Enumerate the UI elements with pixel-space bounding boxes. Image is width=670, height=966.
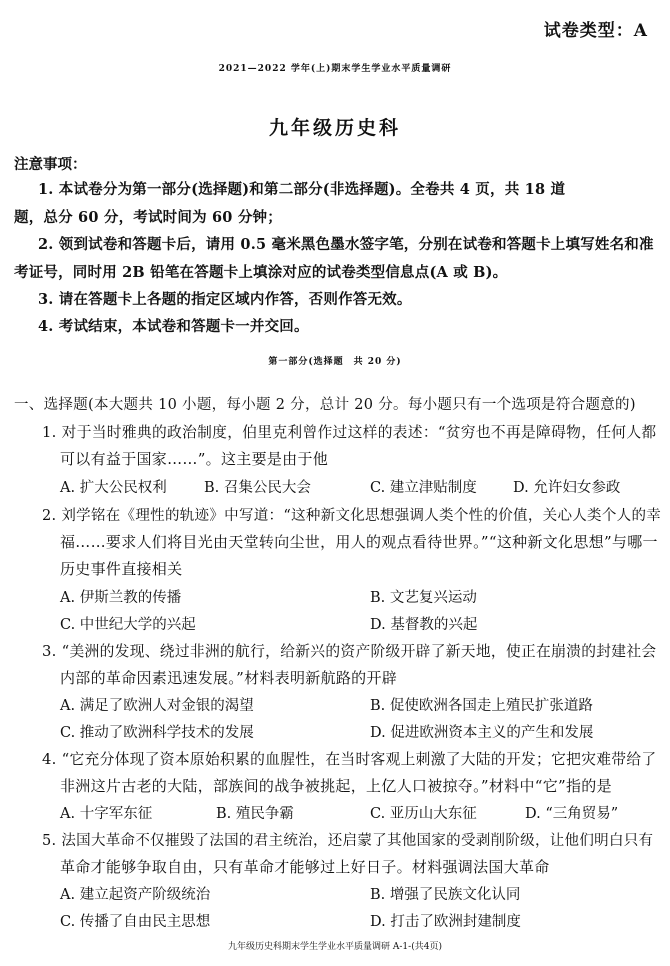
notice-heading: 注意事项： [14,156,87,173]
question-2-stem: 2. 刘学铭在《理性的轨迹》中写道：“这种新文化思想强调人类个性的价值，关心人类个人的幸 [42,508,662,524]
question-3-option-c: C. 推动了欧洲科学技术的发展 [60,725,254,741]
question-5-option-b: B. 增强了民族文化认同 [370,887,521,903]
question-4-option-b: B. 殖民争霸 [216,806,294,822]
question-4-stem: 非洲这片古老的大陆，部族间的战争被挑起，上亿人口被掠夺。”材料中“它”指的是 [60,777,612,795]
page-footer: 九年级历史科期末学生学业水平质量调研 A-1-(共4页) [228,942,442,952]
paper-type-label: 试卷类型：A [543,21,648,41]
question-2-stem: 福……要求人们将目光由天堂转向尘世，用人的观点看待世界。”“这种新文化思想”与哪一 [60,533,658,551]
notice-line: 4. 考试结束，本试卷和答题卡一并交回。 [38,318,309,335]
question-2-stem: 历史事件直接相关 [60,560,183,578]
question-3-option-a: A. 满足了欧洲人对金银的渴望 [60,698,254,714]
question-3-stem: 3. “美洲的发现、绕过非洲的航行，给新兴的资产阶级开辟了新天地，使正在崩溃的封建社会 [42,643,657,660]
question-4-option-a: A. 十字军东征 [60,806,153,822]
question-1-option-d: D. 允许妇女参政 [513,480,621,496]
notice-line: 2. 领到试卷和答题卡后，请用 0.5 毫米黑色墨水签字笔，分别在试卷和答题卡上填写姓名和准 [38,236,654,253]
question-5-option-d: D. 打击了欧洲封建制度 [370,914,521,930]
notice-line: 1. 本试卷分为第一部分(选择题)和第二部分(非选择题)。全卷共 4 页，共 18 道 [38,181,566,198]
question-5-option-a: A. 建立起资产阶级统治 [60,887,211,903]
section-instruction: 一、选择题(本大题共 10 小题，每小题 2 分，总计 20 分。每小题只有一个选项是符合题意的) [14,397,636,413]
question-1-option-b: B. 召集公民大会 [204,480,311,496]
question-5-stem: 革命才能够争取自由，只有革命才能够过上好日子。材料强调法国大革命 [60,858,550,876]
subject-title: 九年级历史科 [268,117,401,139]
section-title: 第一部分(选择题 共 20 分) [268,357,402,367]
question-1-option-a: A. 扩大公民权利 [60,480,167,496]
notice-line: 3. 请在答题卡上各题的指定区域内作答，否则作答无效。 [38,291,412,308]
question-5-option-c: C. 传播了自由民主思想 [60,914,211,930]
notice-line: 题，总分 60 分，考试时间为 60 分钟； [14,209,282,226]
question-2-option-c: C. 中世纪大学的兴起 [60,617,196,633]
question-3-option-b: B. 促使欧洲各国走上殖民扩张道路 [370,698,593,714]
question-1-stem: 1. 对于当时雅典的政治制度，伯里克利曾作过这样的表述：“贫穷也不再是障碍物，任何人都 [42,424,657,441]
notice-line: 考证号，同时用 2B 铅笔在答题卡上填涂对应的试卷类型信息点(A 或 B)。 [14,264,508,281]
question-4-option-d: D. “三角贸易” [525,806,619,822]
question-3-stem: 内部的革命因素迅速发展。”材料表明新航路的开辟 [60,669,398,687]
question-4-stem: 4. “它充分体现了资本原始积累的血腥性，在当时客观上刺激了大陆的开发；它把灾难带给了 [42,751,657,768]
question-2-option-a: A. 伊斯兰教的传播 [60,590,182,606]
question-1-stem: 可以有益于国家……”。这主要是由于他 [60,450,329,468]
question-3-option-d: D. 促进欧洲资本主义的产生和发展 [370,725,594,741]
question-2-option-d: D. 基督教的兴起 [370,617,478,633]
question-5-stem: 5. 法国大革命不仅摧毁了法国的君主统治，还启蒙了其他国家的受剥削阶级，让他们明白只有 [42,833,654,849]
question-2-option-b: B. 文艺复兴运动 [370,590,477,606]
question-4-option-c: C. 亚历山大东征 [370,806,477,822]
exam-title: 2021—2022 学年(上)期末学生学业水平质量调研 [218,64,452,74]
question-1-option-c: C. 建立津贴制度 [370,480,477,496]
